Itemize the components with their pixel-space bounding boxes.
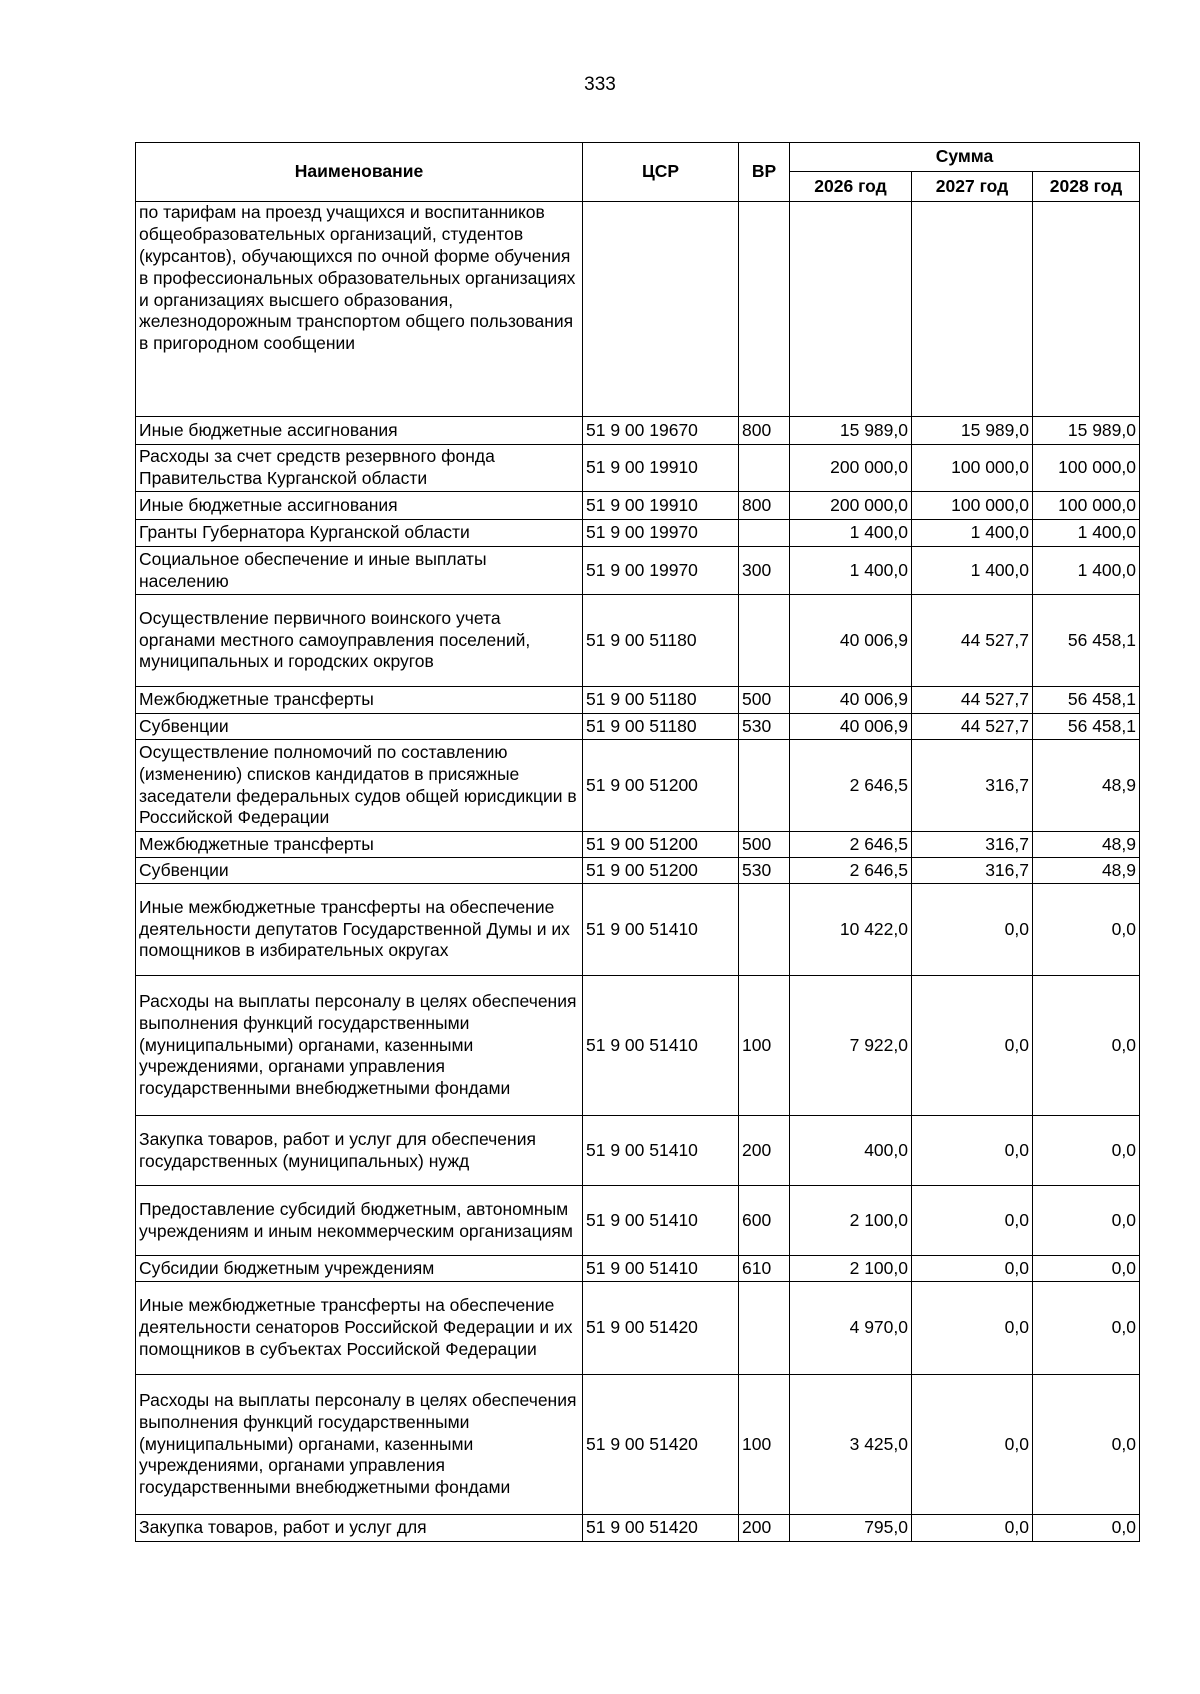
table-row [136, 714, 1140, 740]
table-row [136, 1515, 1140, 1542]
cell-2026: 2 100,0 [790, 1186, 912, 1256]
cell-2028: 0,0 [1033, 884, 1140, 976]
cell-name: Межбюджетные трансферты [136, 687, 583, 714]
cell-name: Предоставление субсидий бюджетным, автономным учреждениям и иным некоммерческим организациям [136, 1186, 583, 1256]
cell-csr: 51 9 00 51420 [583, 1375, 739, 1515]
cell-vr [739, 202, 790, 417]
cell-2027: 15 989,0 [912, 417, 1033, 445]
cell-csr: 51 9 00 19970 [583, 520, 739, 547]
cell-2028: 1 400,0 [1033, 547, 1140, 595]
cell-csr: 51 9 00 19910 [583, 445, 739, 492]
cell-2027: 316,7 [912, 858, 1033, 884]
cell-2026: 400,0 [790, 1116, 912, 1186]
cell-2026: 200 000,0 [790, 445, 912, 492]
cell-name: Гранты Губернатора Курганской области [136, 520, 583, 547]
cell-vr [739, 445, 790, 492]
cell-csr: 51 9 00 51180 [583, 714, 739, 740]
cell-csr: 51 9 00 51180 [583, 595, 739, 687]
table-row [136, 740, 1140, 832]
cell-vr [739, 595, 790, 687]
header-name: Наименование [136, 143, 583, 202]
cell-csr: 51 9 00 51410 [583, 1186, 739, 1256]
cell-2027: 316,7 [912, 832, 1033, 858]
cell-2026: 40 006,9 [790, 714, 912, 740]
cell-2027: 44 527,7 [912, 595, 1033, 687]
cell-2028: 100 000,0 [1033, 445, 1140, 492]
cell-2027: 44 527,7 [912, 714, 1033, 740]
cell-vr [739, 1282, 790, 1375]
cell-csr: 51 9 00 19670 [583, 417, 739, 445]
cell-vr [739, 884, 790, 976]
cell-vr [739, 740, 790, 832]
cell-2028: 100 000,0 [1033, 492, 1140, 520]
cell-csr: 51 9 00 51410 [583, 1116, 739, 1186]
cell-2028: 0,0 [1033, 1282, 1140, 1375]
cell-2027: 100 000,0 [912, 492, 1033, 520]
cell-2027 [912, 202, 1033, 417]
header-sum: Сумма [790, 143, 1140, 172]
cell-vr: 200 [739, 1515, 790, 1542]
cell-name: Иные межбюджетные трансферты на обеспечение деятельности сенаторов Российской Федерации и их помощников в субъектах Российской Федерации [136, 1282, 583, 1375]
cell-vr: 800 [739, 417, 790, 445]
cell-2028: 56 458,1 [1033, 595, 1140, 687]
cell-name: Межбюджетные трансферты [136, 832, 583, 858]
table-row [136, 492, 1140, 520]
budget-table [135, 142, 1140, 1542]
header-vr: ВР [739, 143, 790, 202]
cell-2026: 40 006,9 [790, 595, 912, 687]
cell-csr: 51 9 00 51410 [583, 1256, 739, 1282]
header-csr: ЦСР [583, 143, 739, 202]
page-number: 333 [584, 74, 616, 95]
cell-2026: 4 970,0 [790, 1282, 912, 1375]
table-row [136, 520, 1140, 547]
cell-csr: 51 9 00 51410 [583, 884, 739, 976]
cell-2028: 0,0 [1033, 1256, 1140, 1282]
table-row [136, 417, 1140, 445]
cell-2026: 2 646,5 [790, 740, 912, 832]
table-row [136, 595, 1140, 687]
cell-2026: 1 400,0 [790, 547, 912, 595]
cell-name: Субсидии бюджетным учреждениям [136, 1256, 583, 1282]
cell-name: Закупка товаров, работ и услуг для обеспечения государственных (муниципальных) нужд [136, 1116, 583, 1186]
cell-2026: 3 425,0 [790, 1375, 912, 1515]
cell-2027: 1 400,0 [912, 547, 1033, 595]
cell-2026: 1 400,0 [790, 520, 912, 547]
cell-name: Расходы на выплаты персоналу в целях обеспечения выполнения функций государственными (муниципальными) органами, казенными учреждениями, органами управления государственными внебюджетными фондами [136, 1375, 583, 1515]
table-body [136, 202, 1140, 1542]
cell-name: Расходы за счет средств резервного фонда Правительства Курганской области [136, 445, 583, 492]
cell-2026: 7 922,0 [790, 976, 912, 1116]
table-row [136, 687, 1140, 714]
cell-csr: 51 9 00 19970 [583, 547, 739, 595]
cell-2028: 48,9 [1033, 740, 1140, 832]
table-row [136, 1375, 1140, 1515]
cell-vr: 530 [739, 858, 790, 884]
table-row [136, 1256, 1140, 1282]
cell-2028: 1 400,0 [1033, 520, 1140, 547]
cell-2027: 0,0 [912, 1116, 1033, 1186]
cell-vr: 500 [739, 832, 790, 858]
cell-name: по тарифам на проезд учащихся и воспитанников общеобразовательных организаций, студентов (курсантов), обучающихся по очной форме обучения в профессиональных образовательных организациях и организациях высшего образования, железнодорожным транспортом общего пользования в пригородном сообщении [136, 202, 583, 417]
cell-2027: 0,0 [912, 1186, 1033, 1256]
cell-name: Иные межбюджетные трансферты на обеспечение деятельности депутатов Государственной Думы и их помощников в избирательных округах [136, 884, 583, 976]
cell-2028: 15 989,0 [1033, 417, 1140, 445]
cell-2028 [1033, 202, 1140, 417]
cell-vr: 500 [739, 687, 790, 714]
cell-vr: 530 [739, 714, 790, 740]
table-row [136, 976, 1140, 1116]
cell-2026: 2 100,0 [790, 1256, 912, 1282]
cell-csr: 51 9 00 19910 [583, 492, 739, 520]
cell-vr [739, 520, 790, 547]
cell-2026 [790, 202, 912, 417]
cell-csr: 51 9 00 51420 [583, 1515, 739, 1542]
table-row [136, 858, 1140, 884]
cell-vr: 800 [739, 492, 790, 520]
cell-vr: 610 [739, 1256, 790, 1282]
cell-2028: 0,0 [1033, 1515, 1140, 1542]
cell-2026: 2 646,5 [790, 858, 912, 884]
cell-2027: 100 000,0 [912, 445, 1033, 492]
cell-vr: 100 [739, 976, 790, 1116]
cell-2027: 1 400,0 [912, 520, 1033, 547]
cell-name: Осуществление первичного воинского учета органами местного самоуправления поселений, муниципальных и городских округов [136, 595, 583, 687]
cell-name: Иные бюджетные ассигнования [136, 492, 583, 520]
cell-2027: 0,0 [912, 1282, 1033, 1375]
cell-2026: 795,0 [790, 1515, 912, 1542]
cell-csr: 51 9 00 51200 [583, 832, 739, 858]
cell-2026: 200 000,0 [790, 492, 912, 520]
cell-2027: 0,0 [912, 976, 1033, 1116]
cell-csr: 51 9 00 51420 [583, 1282, 739, 1375]
table-row [136, 202, 1140, 417]
cell-vr: 200 [739, 1116, 790, 1186]
cell-2027: 0,0 [912, 1256, 1033, 1282]
cell-2028: 0,0 [1033, 976, 1140, 1116]
cell-2027: 316,7 [912, 740, 1033, 832]
table-row [136, 547, 1140, 595]
cell-2028: 0,0 [1033, 1116, 1140, 1186]
cell-name: Расходы на выплаты персоналу в целях обеспечения выполнения функций государственными (муниципальными) органами, казенными учреждениями, органами управления государственными внебюджетными фондами [136, 976, 583, 1116]
cell-vr: 600 [739, 1186, 790, 1256]
cell-csr: 51 9 00 51410 [583, 976, 739, 1116]
table-row [136, 1186, 1140, 1256]
cell-2028: 48,9 [1033, 858, 1140, 884]
cell-name: Иные бюджетные ассигнования [136, 417, 583, 445]
cell-2027: 0,0 [912, 1375, 1033, 1515]
cell-2027: 44 527,7 [912, 687, 1033, 714]
cell-2026: 40 006,9 [790, 687, 912, 714]
cell-2027: 0,0 [912, 1515, 1033, 1542]
cell-csr: 51 9 00 51180 [583, 687, 739, 714]
table-row [136, 1116, 1140, 1186]
cell-vr: 300 [739, 547, 790, 595]
header-year-2026: 2026 год [790, 172, 912, 202]
cell-name: Осуществление полномочий по составлению (изменению) списков кандидатов в присяжные заседатели федеральных судов общей юрисдикции в Российской Федерации [136, 740, 583, 832]
cell-2028: 56 458,1 [1033, 687, 1140, 714]
table-row [136, 445, 1140, 492]
cell-2028: 0,0 [1033, 1186, 1140, 1256]
header-year-2028: 2028 год [1033, 172, 1140, 202]
cell-2028: 56 458,1 [1033, 714, 1140, 740]
cell-csr: 51 9 00 51200 [583, 740, 739, 832]
cell-name: Субвенции [136, 858, 583, 884]
cell-csr: 51 9 00 51200 [583, 858, 739, 884]
header-year-2027: 2027 год [912, 172, 1033, 202]
table-row [136, 832, 1140, 858]
cell-name: Социальное обеспечение и иные выплаты населению [136, 547, 583, 595]
cell-2026: 2 646,5 [790, 832, 912, 858]
cell-csr [583, 202, 739, 417]
table-row [136, 884, 1140, 976]
cell-name: Закупка товаров, работ и услуг для [136, 1515, 583, 1542]
cell-2027: 0,0 [912, 884, 1033, 976]
cell-vr: 100 [739, 1375, 790, 1515]
cell-2026: 15 989,0 [790, 417, 912, 445]
cell-2028: 48,9 [1033, 832, 1140, 858]
cell-2026: 10 422,0 [790, 884, 912, 976]
cell-2028: 0,0 [1033, 1375, 1140, 1515]
table-row [136, 1282, 1140, 1375]
cell-name: Субвенции [136, 714, 583, 740]
